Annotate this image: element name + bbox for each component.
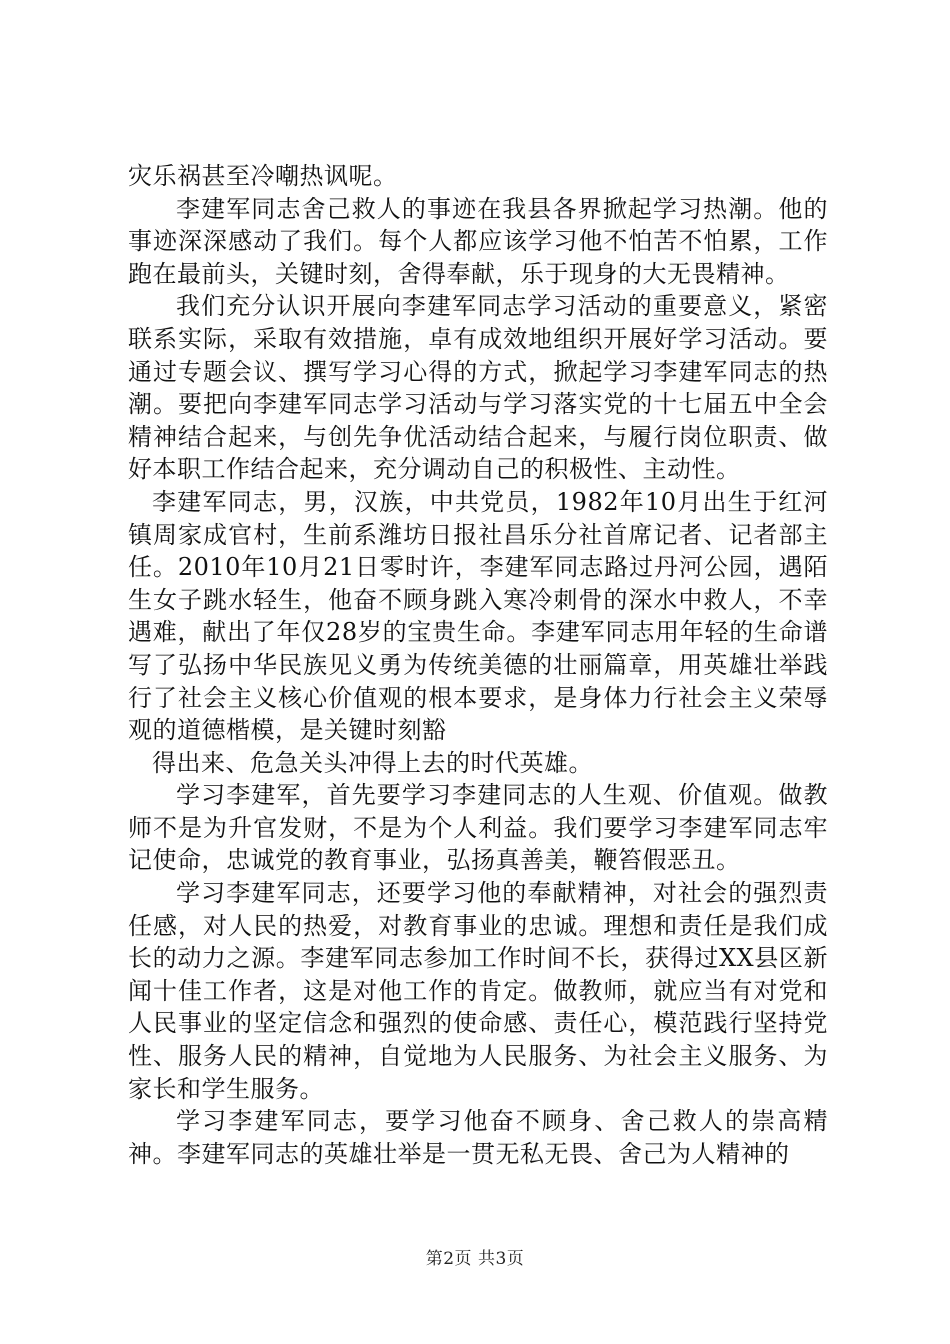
paragraph-values: 学习李建军，首先要学习李建同志的人生观、价值观。做教师不是为升官发财，不是为个人利益。我们要学习李建军同志牢记使命，忠诚党的教育事业，弘扬真善美，鞭笞假恶丑。 — [128, 781, 828, 875]
page-number-footer: 第2页 共3页 — [425, 1249, 525, 1269]
paragraph-continuation: 灾乐祸甚至冷嘲热讽呢。 — [128, 162, 398, 190]
paragraph-hero-line: 得出来、危急关头冲得上去的时代英雄。 — [152, 748, 593, 777]
document-body — [128, 160, 828, 1170]
paragraph-biography: 李建军同志，男，汉族，中共党员，1982年10月出生于红河镇周家成官村，生前系潍坊日报社昌乐分社首席记者、记者部主任。2010年10月21日零时许，李建军同志路过丹河公园，遇陌生女子跳水轻生，他奋不顾身跳入寒冷刺骨的深水中救人，不幸遇难，献出了年仅28岁的宝贵生命。李建军同志用年轻的生命谱写了弘扬中华民族见义勇为传统美德的壮丽篇章，用英雄壮举践行了社会主义核心价值观的根本要求，是身体力行社会主义荣辱观的道德楷模，是关键时刻豁 — [128, 487, 828, 745]
paragraph-study-significance: 我们充分认识开展向李建军同志学习活动的重要意义，紧密联系实际，采取有效措施，卓有成效地组织开展好学习活动。要通过专题会议、撰写学习心得的方式，掀起学习李建军同志的热潮。要把向李建军同志学习活动与学习落实党的十七届五中全会精神结合起来，与创先争优活动结合起来，与履行岗位职责、做好本职工作结合起来，充分调动自己的积极性、主动性。 — [128, 292, 828, 484]
paragraph-selflessness: 学习李建军同志，要学习他奋不顾身、舍己救人的崇高精神。李建军同志的英雄壮举是一贯无私无畏、舍己为人精神的 — [128, 1107, 828, 1168]
paragraph-study-wave: 李建军同志舍己救人的事迹在我县各界掀起学习热潮。他的事迹深深感动了我们。每个人都应该学习他不怕苦不怕累，工作跑在最前头，关键时刻，舍得奉献，乐于现身的大无畏精神。 — [128, 194, 828, 288]
paragraph-dedication: 学习李建军同志，还要学习他的奉献精神，对社会的强烈责任感，对人民的热爱，对教育事业的忠诚。理想和责任是我们成长的动力之源。李建军同志参加工作时间不长，获得过XX县区新闻十佳工作者，这是对他工作的肯定。做教师，就应当有对党和人民事业的坚定信念和强烈的使命感、责任心，模范践行坚持党性、服务人民的精神，自觉地为人民服务、为社会主义服务、为家长和学生服务。 — [128, 879, 828, 1103]
